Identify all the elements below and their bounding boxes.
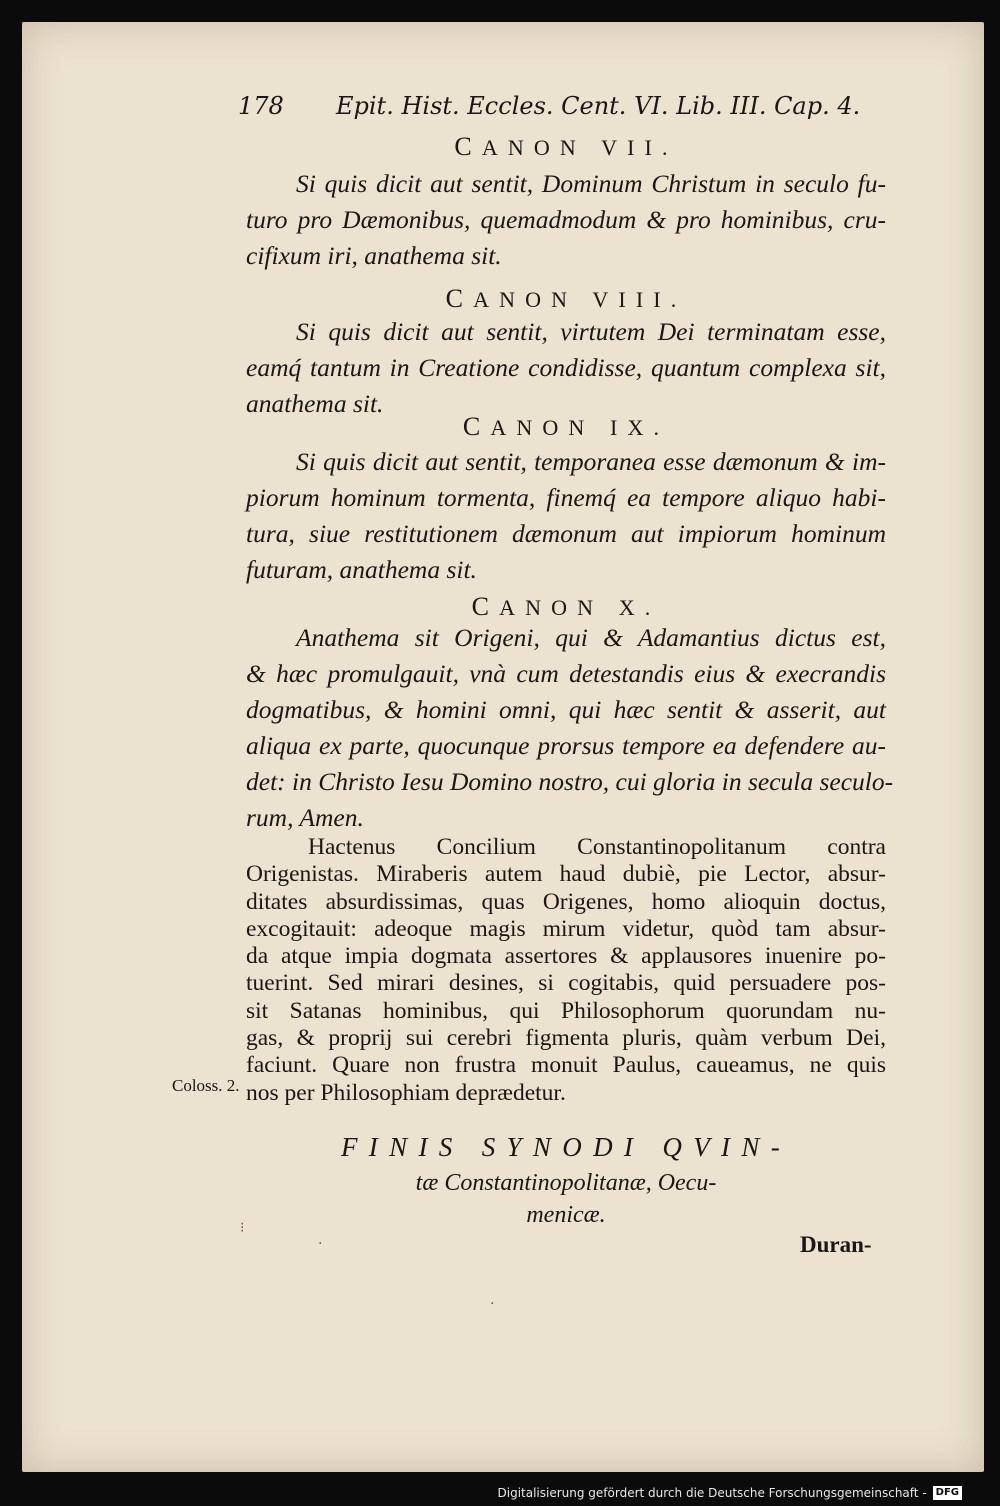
text-line: da atque impia dogmata assertores & applausores inuenire po-: [246, 943, 886, 970]
text-line: futuram, anathema sit.: [246, 555, 477, 584]
text-line: Si quis dicit aut sentit, temporanea esse dæmonum & im-: [296, 447, 886, 476]
text-line: turo pro Dæmonibus, quemadmodum & pro hominibus, cru-: [246, 205, 886, 234]
canon-text: [246, 314, 886, 422]
canon-title: CANON VIII.: [445, 284, 687, 313]
text-line: eamq́ tantum in Creatione condidisse, quantum complexa sit,: [246, 353, 886, 382]
text-line: Anathema sit Origeni, qui & Adamantius dictus est,: [296, 623, 886, 652]
finis-line: FINIS SYNODI QVIN-: [340, 1132, 792, 1162]
text-line: aliqua ex parte, quocunque prorsus tempore ea defendere au-: [246, 731, 886, 760]
canon-title: CANON VII.: [454, 132, 678, 161]
ink-stain: ⁝: [240, 1220, 245, 1236]
text-line: anathema sit.: [246, 389, 384, 418]
text-line: dogmatibus, & homini omni, qui hæc sentit & asserit, aut: [246, 695, 886, 724]
dfg-logo: DFG: [933, 1486, 962, 1500]
text-line: nos per Philosophiam deprædetur.: [246, 1079, 566, 1106]
footer-credit: Digitalisierung gefördert durch die Deutsche Forschungsgemeinschaft -: [497, 1486, 927, 1500]
text-line: Si quis dicit aut sentit, virtutem Dei terminatam esse,: [296, 317, 886, 346]
text-line: gas, & proprij sui cerebri figmenta pluris, quàm verbum Dei,: [246, 1025, 886, 1052]
finis-line: tæ Constantinopolitanæ, Oecu-: [415, 1170, 717, 1196]
finis-line: menicæ.: [526, 1202, 606, 1228]
text-line: ditates absurdissimas, quas Origenes, homo alioquin doctus,: [246, 888, 886, 915]
catchword: Duran-: [800, 1232, 872, 1257]
canon-text: [246, 166, 886, 274]
page-number: 178: [238, 92, 284, 120]
text-line: faciunt. Quare non frustra monuit Paulus, caueamus, ne quis: [246, 1052, 886, 1079]
text-line: tura, siue restitutionem dæmonum aut impiorum hominum: [246, 519, 886, 548]
margin-note: Coloss. 2.: [172, 1076, 240, 1095]
text-line: Hactenus Concilium Constantinopolitanum contra: [308, 834, 886, 860]
body-paragraph: [246, 834, 886, 1107]
canon-text: [246, 444, 886, 588]
canon-text: [246, 620, 894, 836]
text-line: piorum hominum tormenta, finemq́ ea tempore aliquo habi-: [246, 483, 886, 512]
text-line: rum, Amen.: [246, 803, 364, 832]
text-line: excogitauit: adeoque magis mirum videtur, quòd tam absur-: [246, 915, 886, 942]
canon-title: CANON IX.: [462, 412, 670, 441]
text-line: cifixum iri, anathema sit.: [246, 241, 502, 270]
text-line: & hæc promulgauit, vnà cum detestandis eius & execrandis: [246, 659, 886, 688]
running-title: Epit. Hist. Eccles. Cent. VI. Lib. III. Cap. 4.: [336, 92, 861, 120]
ink-stain: ·: [318, 1236, 323, 1252]
canon-title: CANON X.: [471, 592, 661, 621]
text-line: Si quis dicit aut sentit, Dominum Christum in seculo fu-: [296, 169, 886, 198]
running-head: [238, 92, 861, 120]
text-line: sit Satanas hominibus, qui Philosophorum quorundam nu-: [246, 997, 886, 1024]
text-line: det: in Christo Iesu Domino nostro, cui gloria in secula seculo-: [246, 767, 894, 796]
ink-stain: ·: [490, 1296, 495, 1312]
text-line: tuerint. Sed mirari desines, si cogitabis, quid persuadere pos-: [246, 970, 886, 997]
digitization-footer: [498, 1486, 963, 1500]
text-line: Origenistas. Miraberis autem haud dubiè, pie Lector, absur-: [246, 861, 886, 888]
